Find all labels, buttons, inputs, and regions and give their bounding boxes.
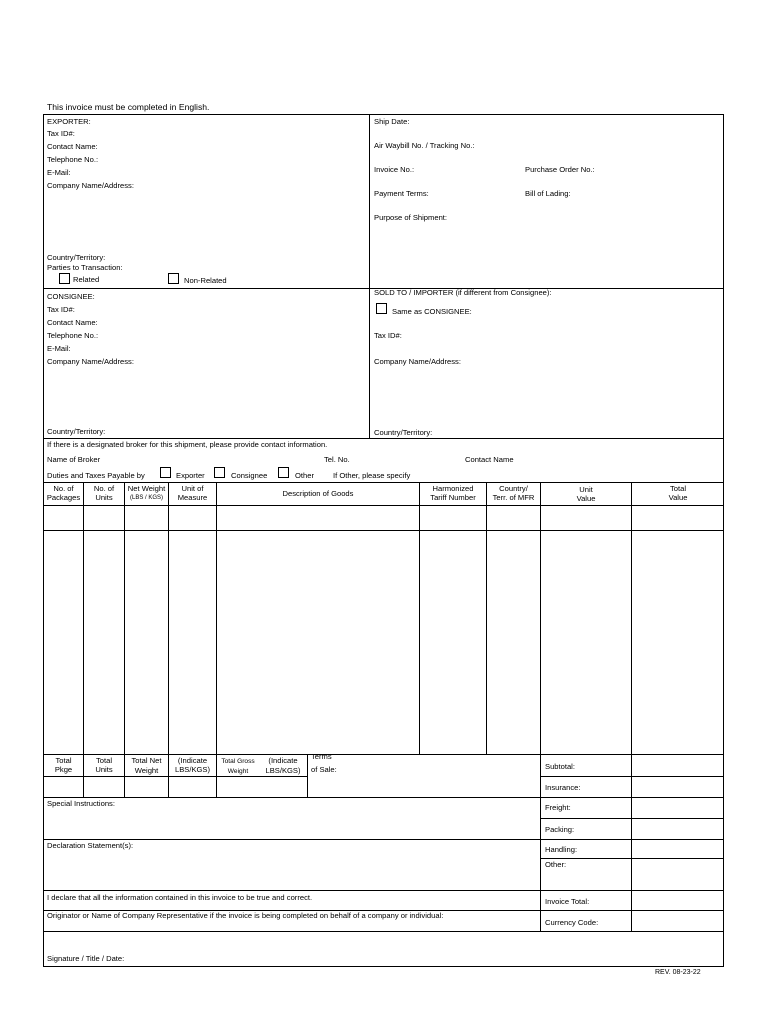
ship-date[interactable]: Ship Date: — [374, 117, 410, 126]
sold-to-tax-id[interactable]: Tax ID#: — [374, 331, 402, 340]
related-label: Related — [73, 275, 100, 284]
non-related-checkbox[interactable] — [168, 273, 179, 284]
col-packages-1: No. of — [53, 484, 74, 493]
invoice-no[interactable]: Invoice No.: — [374, 165, 415, 174]
col-country-2: Terr. of MFR — [492, 493, 535, 502]
consignee-contact[interactable]: Contact Name: — [47, 318, 98, 327]
charge-line — [540, 839, 724, 840]
footer-line — [43, 890, 724, 891]
same-as-consignee-checkbox[interactable] — [376, 303, 387, 314]
parties-label: Parties to Transaction: — [47, 263, 123, 272]
purpose[interactable]: Purpose of Shipment: — [374, 213, 448, 222]
col-line — [124, 482, 125, 797]
col-units-2: Units — [95, 493, 113, 502]
col-tariff-1: Harmonized — [432, 484, 474, 493]
indicate1-2: LBS/KGS) — [174, 765, 211, 774]
col-line — [419, 482, 420, 754]
goods-row1-line — [43, 530, 724, 531]
subtotal[interactable]: Subtotal: — [545, 762, 575, 771]
exporter-email[interactable]: E-Mail: — [47, 168, 71, 177]
same-as-consignee-label: Same as CONSIGNEE: — [392, 307, 472, 316]
total-units-2: Units — [95, 765, 113, 774]
originator[interactable]: Originator or Name of Company Representative if the invoice is being completed on behalf of a company or individual: — [47, 911, 444, 920]
non-related-label: Non-Related — [184, 276, 227, 285]
sold-to-company[interactable]: Company Name/Address: — [374, 357, 461, 366]
declaration-statement[interactable]: Declaration Statement(s): — [47, 841, 134, 850]
col-line — [486, 482, 487, 754]
duties-exporter-checkbox[interactable] — [160, 467, 171, 478]
broker-contact[interactable]: Contact Name — [465, 455, 514, 464]
exporter-title: EXPORTER: — [47, 117, 91, 126]
total-units-1: Total — [95, 756, 113, 765]
broker-tel[interactable]: Tel. No. — [324, 455, 350, 464]
totals-bottom-line — [43, 797, 724, 798]
if-other-label: If Other, please specify — [333, 471, 411, 480]
airwaybill[interactable]: Air Waybill No. / Tracking No.: — [374, 141, 475, 150]
broker-note: If there is a designated broker for this shipment, please provide contact information. — [47, 440, 328, 449]
packing[interactable]: Packing: — [545, 825, 575, 834]
bill-of-lading[interactable]: Bill of Lading: — [525, 189, 571, 198]
duties-label: Duties and Taxes Payable by — [47, 471, 145, 480]
other-charges[interactable]: Other: — [545, 860, 567, 869]
col-packages-2: Packages — [46, 493, 81, 502]
goods-header-line — [43, 505, 724, 506]
consignee-country[interactable]: Country/Territory: — [47, 427, 106, 436]
totals-mid-line — [43, 776, 308, 777]
terms-2[interactable]: of Sale: — [311, 765, 337, 774]
indicate1-1: (Indicate — [177, 756, 208, 765]
exporter-country[interactable]: Country/Territory: — [47, 253, 106, 262]
duties-other-label: Other — [295, 471, 314, 480]
goods-bottom-line — [43, 754, 724, 755]
duties-consignee-checkbox[interactable] — [214, 467, 225, 478]
col-uom-1: Unit of — [181, 484, 204, 493]
total-gross-1: Total Gross — [221, 758, 255, 765]
col-line — [540, 482, 541, 754]
goods-top-line — [43, 482, 724, 483]
indicate2-1: (Indicate — [268, 756, 298, 765]
terms-1: Terms — [311, 752, 332, 761]
col-uom-2: Measure — [177, 493, 208, 502]
col-unit-value-2: Value — [576, 494, 596, 503]
col-tariff-2: Tariff Number — [430, 493, 476, 502]
exporter-company[interactable]: Company Name/Address: — [47, 181, 134, 190]
col-line — [631, 482, 632, 931]
footer-line — [43, 839, 541, 840]
consignee-tax-id[interactable]: Tax ID#: — [47, 305, 75, 314]
handling[interactable]: Handling: — [545, 845, 578, 854]
footer-line — [43, 931, 724, 932]
col-total-value-1: Total — [669, 484, 687, 493]
exporter-contact[interactable]: Contact Name: — [47, 142, 98, 151]
sold-to-title: SOLD TO / IMPORTER (if different from Consignee): — [374, 288, 552, 297]
consignee-company[interactable]: Company Name/Address: — [47, 357, 134, 366]
special-instructions[interactable]: Special Instructions: — [47, 799, 115, 808]
col-line — [540, 754, 541, 931]
exporter-phone[interactable]: Telephone No.: — [47, 155, 99, 164]
col-unit-value-1: Unit — [579, 485, 593, 494]
charge-line — [540, 858, 724, 859]
currency-code[interactable]: Currency Code: — [545, 918, 599, 927]
total-gross-2: Weight — [227, 768, 249, 775]
certify-statement: I declare that all the information contained in this invoice to be true and correct. — [47, 893, 313, 902]
total-net-2: Weight — [134, 766, 159, 775]
col-country-1: Country/ — [499, 484, 528, 493]
col-units-1: No. of — [93, 484, 115, 493]
total-net-1: Total Net — [131, 756, 162, 765]
col-line — [83, 482, 84, 797]
signature-title-date[interactable]: Signature / Title / Date: — [47, 954, 125, 963]
insurance[interactable]: Insurance: — [545, 783, 581, 792]
exporter-tax-id[interactable]: Tax ID#: — [47, 129, 75, 138]
invoice-total[interactable]: Invoice Total: — [545, 897, 590, 906]
duties-exporter-label: Exporter — [176, 471, 205, 480]
related-checkbox[interactable] — [59, 273, 70, 284]
sold-to-country[interactable]: Country/Territory: — [374, 428, 433, 437]
top-divider — [369, 114, 370, 438]
consignee-bottom-line — [43, 438, 724, 439]
duties-other-checkbox[interactable] — [278, 467, 289, 478]
charge-line — [540, 776, 724, 777]
consignee-title: CONSIGNEE: — [47, 292, 95, 301]
consignee-phone[interactable]: Telephone No.: — [47, 331, 99, 340]
col-net-weight-1: Net Weight — [127, 484, 166, 493]
indicate2-2: LBS/KGS) — [265, 766, 301, 775]
col-total-value-2: Value — [668, 493, 688, 502]
revision-code: REV. 08-23-22 — [655, 969, 701, 976]
total-pkgs-2: Pkge — [54, 765, 73, 774]
col-line — [216, 482, 217, 797]
freight[interactable]: Freight: — [545, 803, 571, 812]
col-description: Description of Goods — [282, 489, 354, 498]
charge-line — [540, 818, 724, 819]
form-instruction: This invoice must be completed in English. — [47, 102, 210, 112]
total-pkgs-1: Total — [55, 756, 72, 765]
payment-terms[interactable]: Payment Terms: — [374, 189, 429, 198]
duties-consignee-label: Consignee — [231, 471, 268, 480]
broker-name[interactable]: Name of Broker — [47, 455, 101, 464]
col-line — [168, 482, 169, 797]
consignee-email[interactable]: E-Mail: — [47, 344, 71, 353]
col-net-weight-2: (LBS / KGS) — [129, 495, 163, 501]
po-no[interactable]: Purchase Order No.: — [525, 165, 595, 174]
